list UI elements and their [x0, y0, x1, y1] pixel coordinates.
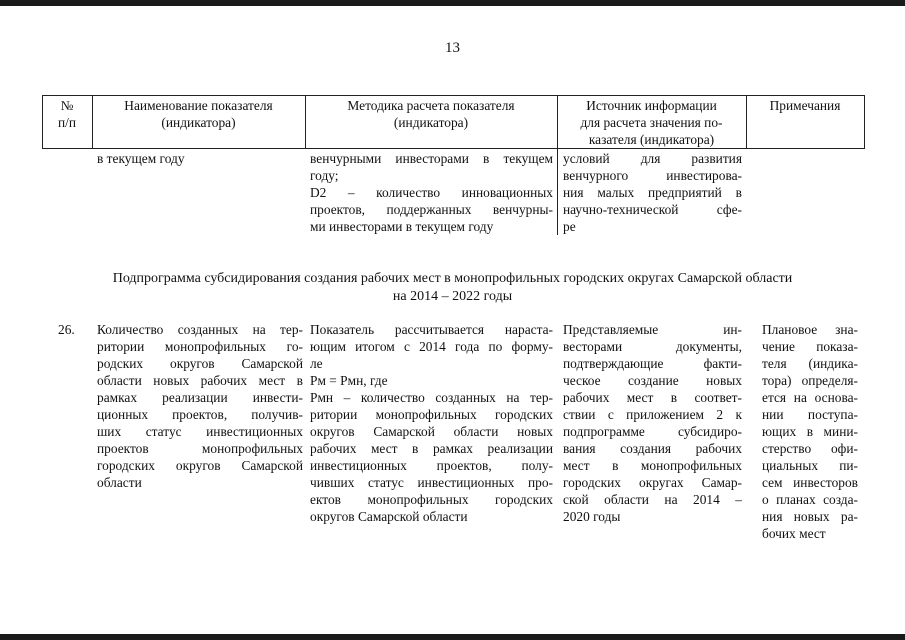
- scan-bottom-border: [0, 634, 905, 640]
- header-col-method: Методика расчета показателя (индикатора): [347, 98, 515, 130]
- row-26-method: Показатель рассчитывается нараста- ющим итогом с 2014 года по форму- ле Рм = Рмн, где Рмн – количество созданных на тер- ритории монопрофильных городских округов Самарской области новых рабочих мест в рамках реализации инвестиционных проектов, полу- чивших статус инвестиционных про- ектов монопрофильных городских округов Самарской области: [310, 322, 553, 524]
- row-26-notes: Плановое зна- чение показа- теля (индика- тора) определя- ется на основа- нии поступа- ющих в мини- стерство офи- циальных пи- сем инвесторов о планах созда- ния новых ра- бочих мест: [762, 322, 858, 541]
- continuation-source: условий для развития венчурного инвестирова- ния малых предприятий в научно-технической сфе- ре: [563, 151, 742, 234]
- col-divider-5: [864, 95, 865, 149]
- scan-top-border: [0, 0, 905, 6]
- header-bottom-border: [42, 148, 864, 149]
- header-col-number: № п/п: [57, 98, 77, 130]
- continuation-method: венчурными инвесторами в текущем году; D2 – количество инновационных проектов, поддержанных венчурны- ми инвесторами в текущем году: [310, 151, 553, 234]
- page-number: 13: [445, 40, 460, 56]
- header-col-notes: Примечания: [769, 98, 841, 113]
- header-col-source: Источник информации для расчета значения по- казателя (индикатора): [580, 98, 723, 147]
- row-26-source: Представляемые ин- весторами документы, подтверждающие факти- ческое создание новых рабочих мест в соответ- ствии с приложением 2 к подпрограмме субсидиро- вания создания рабочих мест в монопрофильных городских округах Самар- ской области на 2014 – 2020 годы: [563, 322, 742, 524]
- continuation-indicator-name: в текущем году: [97, 151, 185, 166]
- header-col-indicator-name: Наименование показателя (индикатора): [124, 98, 273, 130]
- row-26-number: 26.: [58, 322, 75, 337]
- subprogram-title: Подпрограмма субсидирования создания рабочих мест в монопрофильных городских округах Самарской области на 2014 – 2022 годы: [112, 271, 793, 304]
- header-top-border: [42, 95, 864, 96]
- row-26-indicator-name: Количество созданных на тер- ритории монопрофильных го- родских округов Самарской области новых рабочих мест в рамках реализации инвести- ционных проектов, получив- ших статус инвестиционных проектов монопрофильных городских округов Самарской области: [97, 322, 303, 490]
